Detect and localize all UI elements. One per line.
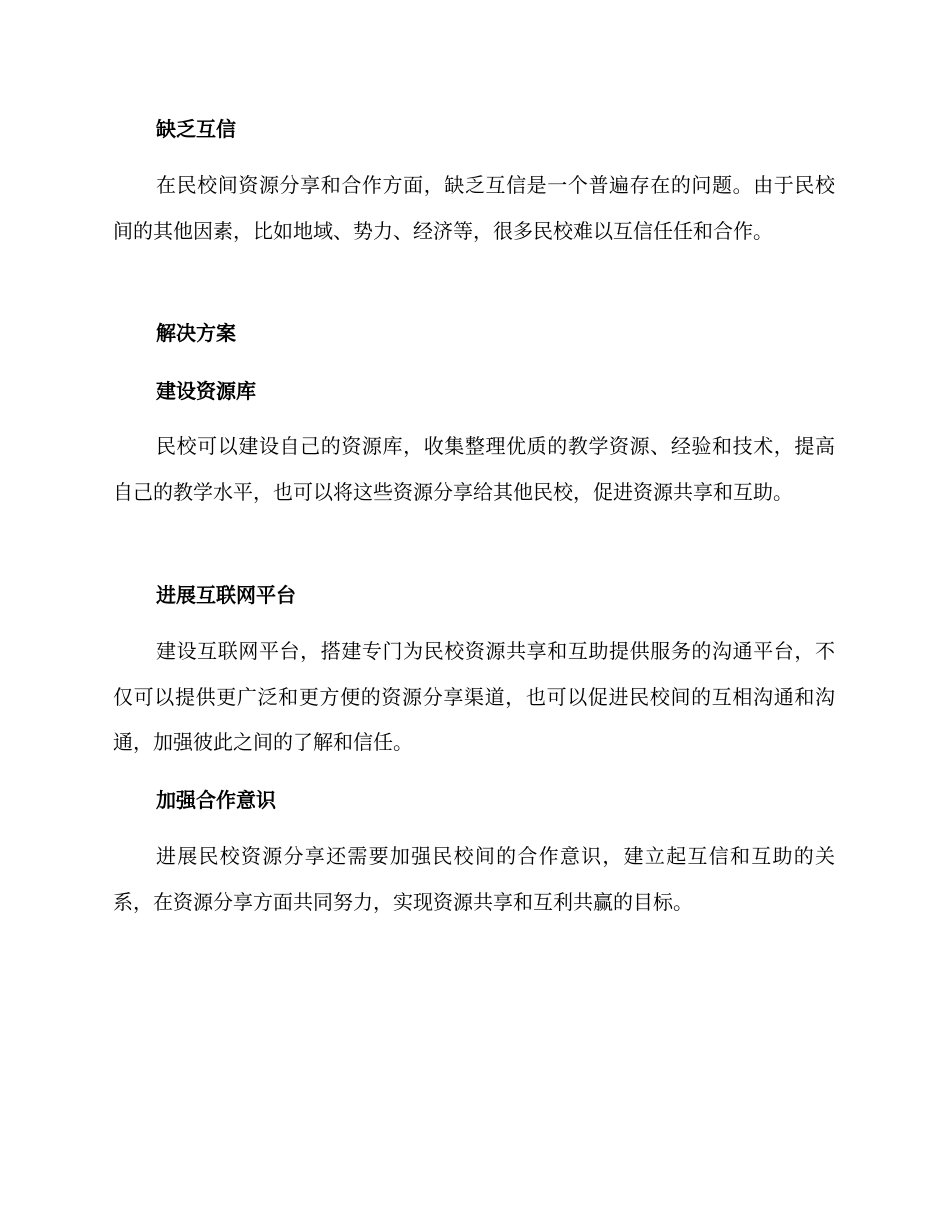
section-heading-lack-of-trust: 缺乏互信 bbox=[156, 117, 236, 141]
section-paragraph-cooperation-awareness: 进展民校资源分享还需要加强民校间的合作意识，建立起互信和互助的关系，在资源分享方面共同努力，实现资源共享和互利共赢的目标。 bbox=[113, 844, 835, 914]
section-paragraph-lack-of-trust: 在民校间资源分享和合作方面，缺乏互信是一个普遍存在的问题。由于民校间的其他因素，比如地域、势力、经济等，很多民校难以互信任任和合作。 bbox=[113, 173, 835, 243]
section-heading-internet-platform: 进展互联网平台 bbox=[156, 583, 296, 607]
section-paragraph-resource-library: 民校可以建设自己的资源库，收集整理优质的教学资源、经验和技术，提高自己的教学水平，也可以将这些资源分享给其他民校，促进资源共享和互助。 bbox=[113, 434, 835, 504]
section-heading-solutions: 解决方案 bbox=[156, 321, 236, 345]
section-heading-cooperation-awareness: 加强合作意识 bbox=[156, 788, 276, 812]
section-heading-resource-library: 建设资源库 bbox=[156, 379, 256, 403]
section-paragraph-internet-platform: 建设互联网平台，搭建专门为民校资源共享和互助提供服务的沟通平台，不仅可以提供更广泛和更方便的资源分享渠道，也可以促进民校间的互相沟通和沟通，加强彼此之间的了解和信任。 bbox=[113, 639, 835, 754]
